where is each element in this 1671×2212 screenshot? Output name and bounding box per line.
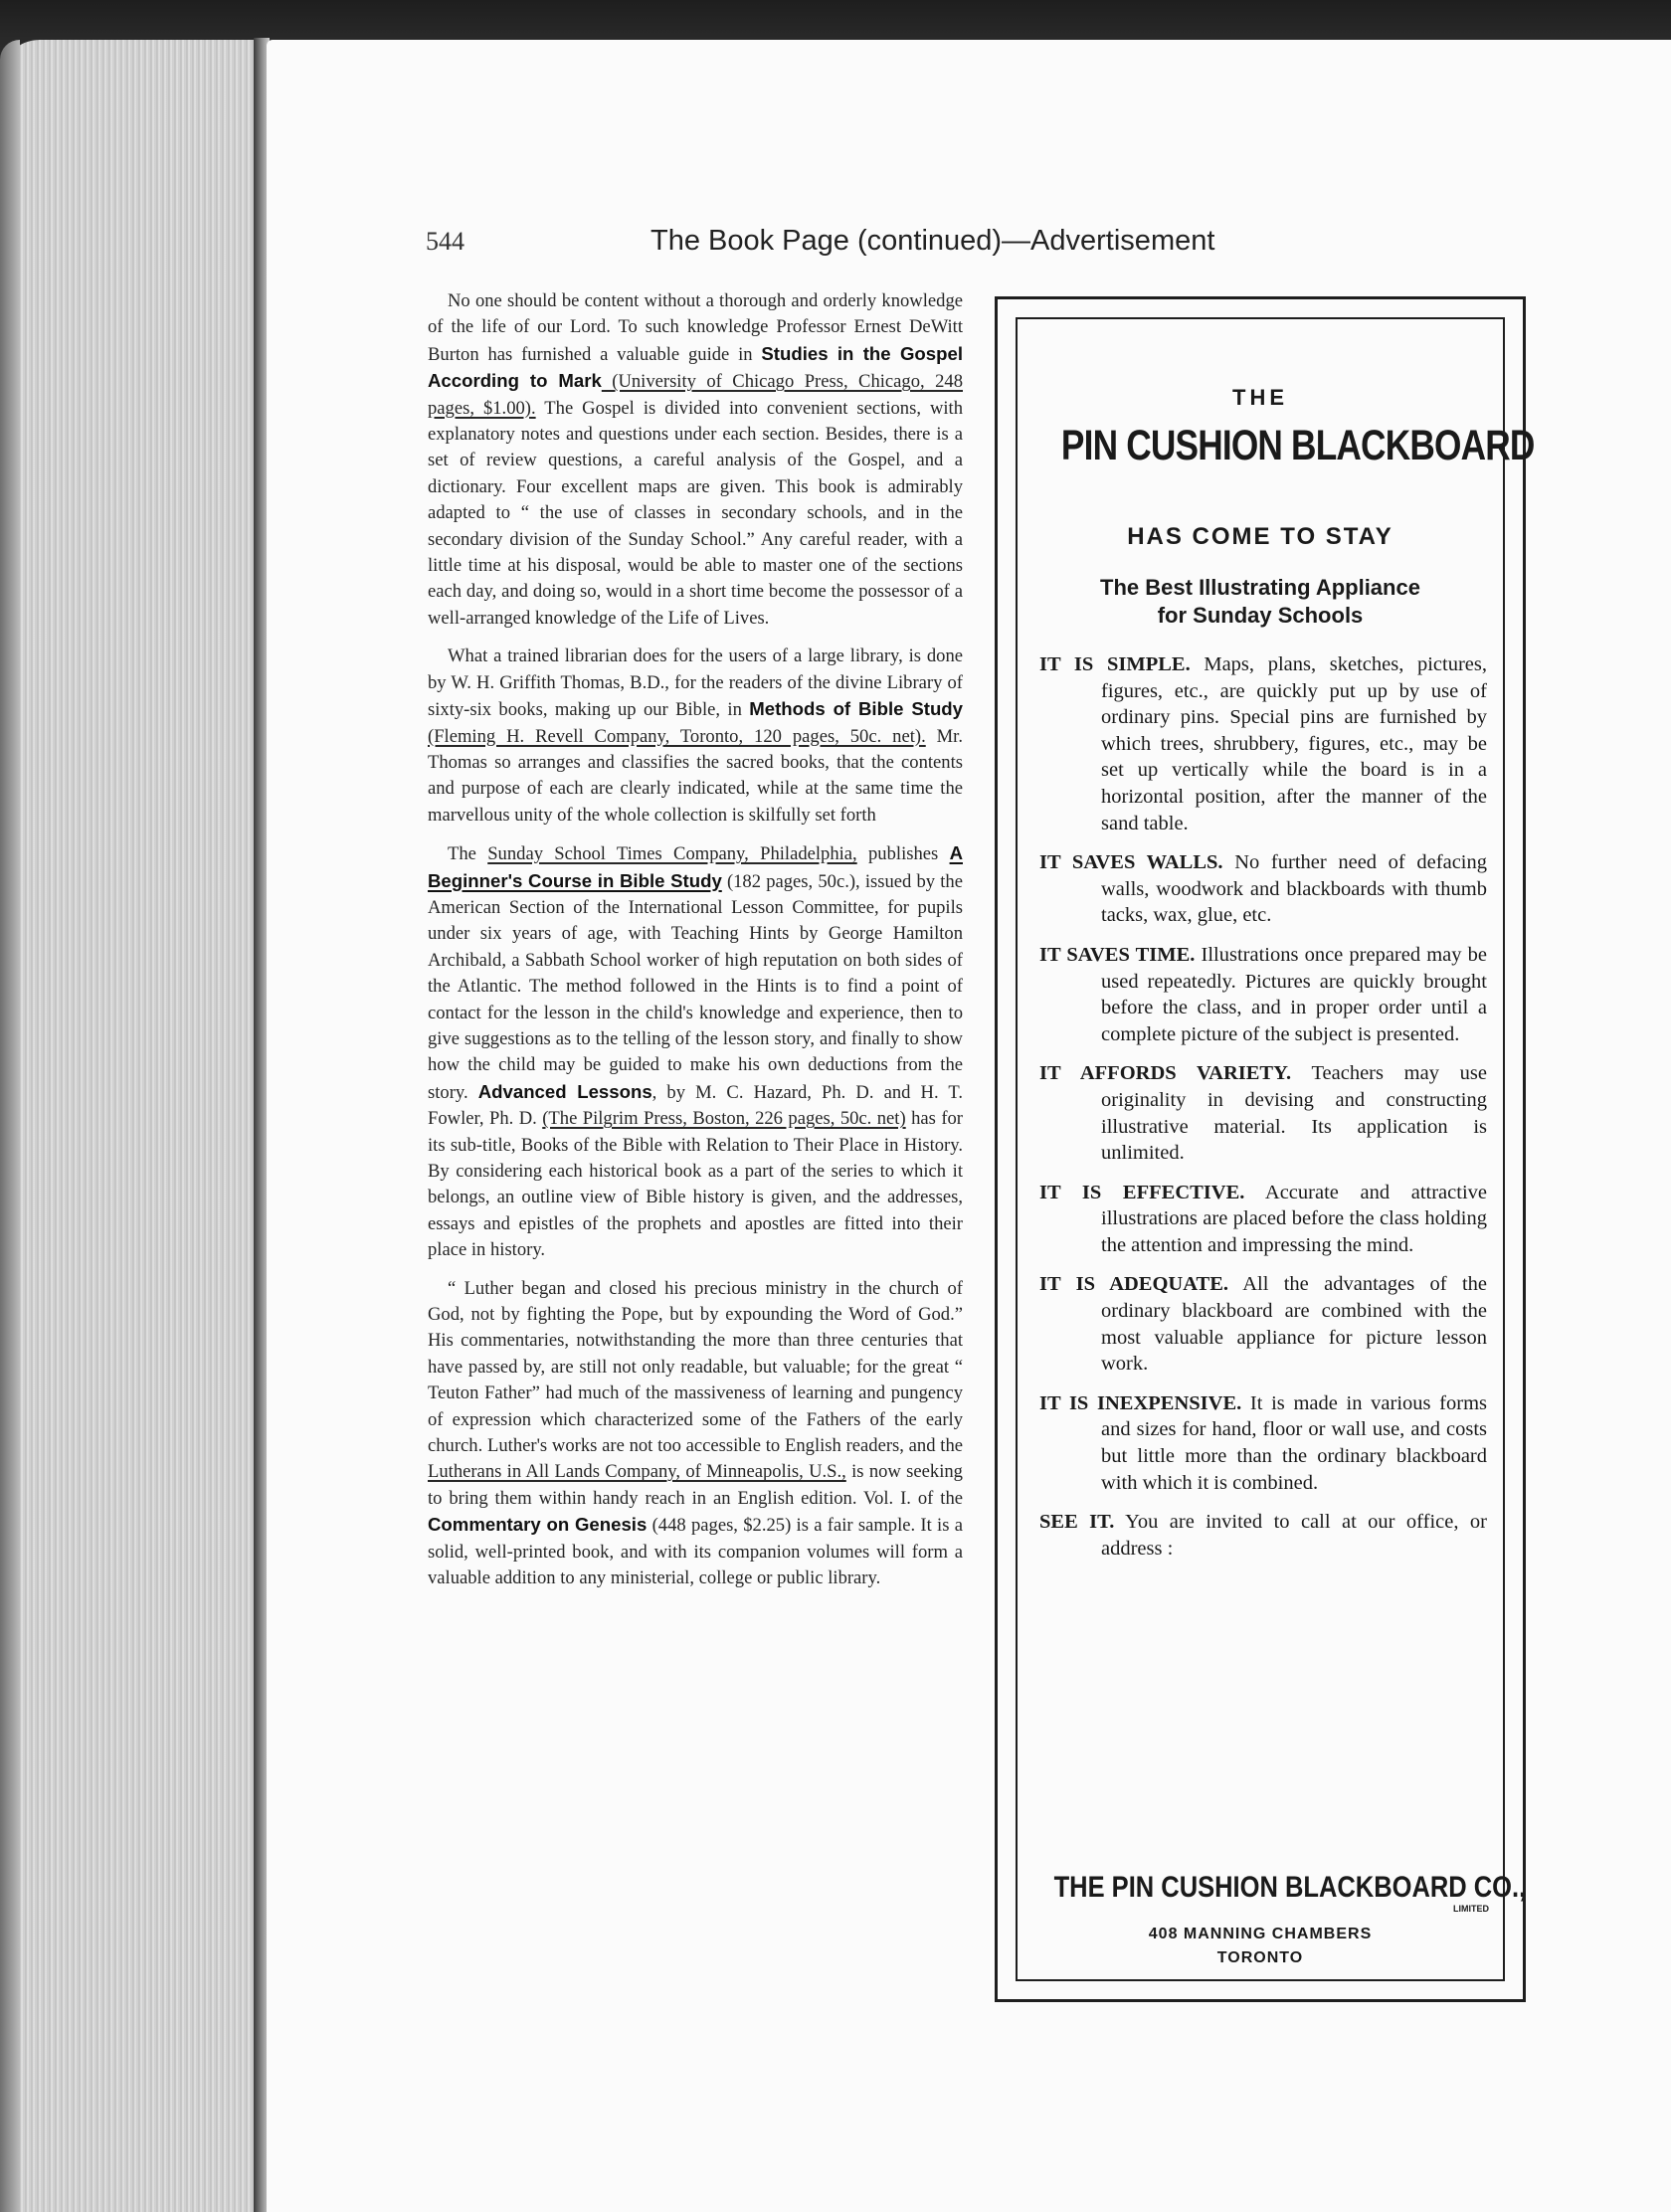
review-text: (448 pages, $2.25) is a fair sample. It is a solid, well-printed book, and with its companion volumes will form a valuable addition to any ministerial, college or public library. (428, 1515, 963, 1589)
book-title: A Beginner's Course in Bible Study (428, 842, 963, 891)
review-paragraph-beginners (428, 840, 963, 1264)
review-paragraph-methods (428, 644, 963, 829)
book-reviews-column (428, 288, 963, 1604)
review-paragraph-mark (428, 288, 963, 632)
review-text: has for its sub-title, Books of the Bible with Relation to Their Place in History. By considering each historical book as a part of the series to which it belongs, an outline view of Bible history is given, and the addresses, essays and epistles of the prophets and apostles are fitted into their place in history. (428, 1108, 963, 1261)
ad-title: PIN CUSHION BLACKBOARD (1060, 422, 1535, 469)
ad-feature-text: It is made in various forms and sizes for hand, floor or wall use, and costs but little more than the ordinary blackboard with which it is combined. (1101, 1391, 1487, 1494)
book-title: Commentary on Genesis (428, 1514, 648, 1536)
ad-feature-text: Maps, plans, sketches, pictures, figures, etc., are quickly put up by use of ordinary pins. Special pins are furnished by which trees, shrubbery, figures, etc., may be set up vertically while the board is in a horizontal position, after the manner of the sand table. (1101, 653, 1487, 834)
book-title: Studies in the Gospel According to Mark (428, 342, 963, 392)
review-paragraph-luther (428, 1276, 963, 1592)
review-text: The Gospel is divided into convenient sections, with explanatory notes and questions under each section. Besides, there is a set of review questions, a careful analysis of the Gospel, and a dictionary. Four excellent maps are given. This book is admirably adapted to “ the use of classes in secondary schools, and in the secondary division of the Sunday School.” Any careful reader, with a little time at his disposal, would be able to master one of the sections each day, and doing so, would in a short time become the possessor of a well-arranged knowledge of the Life of Lives. (428, 397, 963, 629)
ad-feature-text: Illustrations once prepared may be used repeatedly. Pictures are quickly brought before the class, and in proper order until a complete picture of the subject is presented. (1101, 943, 1487, 1045)
publisher-info: Lutherans in All Lands Company, of Minneapolis, U.S., (428, 1461, 846, 1483)
ad-feature (1039, 1509, 1487, 1562)
review-text: (182 pages, 50c.), issued by the American Section of the International Lesson Committee, for pupils under six years of age, with Teaching Hints by George Hamilton Archibald, a Sabbath School worker of high reputation on both sides of the Atlantic. The method followed in the Hints is to find a point of contact for the lesson in the child's knowledge and experience, then to give suggestions as to the telling of the lesson story, and finally to show how the child may be guided to make his own deductions from the story. (428, 870, 963, 1103)
page-title: The Book Page (continued)—Advertisement (650, 225, 1215, 257)
ad-feature (1039, 942, 1487, 1047)
ad-feature-text: Teachers may use originality in devising and constructing illustrative material. Its application is unlimited. (1101, 1062, 1487, 1165)
ad-limited: LIMITED (1453, 1904, 1489, 1914)
publisher-info: (University of Chicago Press, Chicago, 248 pages, $1.00). (428, 371, 963, 419)
review-text: The (448, 843, 488, 865)
review-text: publishes (856, 843, 950, 865)
ad-feature-heading: IT IS ADEQUATE. (1039, 1273, 1228, 1296)
ad-feature-text: All the advantages of the ordinary blackboard are combined with the most valuable appliance for picture lesson work. (1101, 1273, 1487, 1376)
ad-feature-heading: IT AFFORDS VARIETY. (1039, 1062, 1292, 1085)
ad-feature (1039, 1180, 1487, 1259)
ad-feature (1039, 1271, 1487, 1377)
review-text: , by M. C. Hazard, Ph. D. and H. T. Fowler, Ph. D. (428, 1081, 963, 1130)
advertisement-box (995, 296, 1535, 2002)
ad-feature-heading: IT SAVES TIME. (1039, 943, 1196, 966)
ad-feature (1039, 1390, 1487, 1496)
review-text: What a trained librarian does for the users of a large library, is done by W. H. Griffith Thomas, B.D., for the readers of the divine Library of sixty-six books, making up our Bible, in (428, 645, 963, 721)
ad-address-line: 408 MANNING CHAMBERS (1148, 1926, 1373, 1942)
review-text: is now seeking to bring them within handy reach in an English edition. Vol. I. of the (428, 1461, 963, 1509)
ad-feature-text: No further need of defacing walls, woodwork and blackboards with thumb tacks, wax, glue, etc. (1101, 851, 1487, 927)
publisher-info: Sunday School Times Company, Philadelphia, (487, 843, 857, 865)
page-header (426, 227, 1321, 267)
ad-feature-heading: IT IS SIMPLE. (1039, 653, 1191, 675)
page-number: 544 (426, 227, 464, 256)
publisher-info: (Fleming H. Revell Company, Toronto, 120 pages, 50c. net). (428, 725, 926, 747)
ad-feature-heading: IT SAVES WALLS. (1039, 851, 1223, 874)
ad-feature-text: Accurate and attractive illustrations are placed before the class holding the attention and impressing the mind. (1101, 1181, 1487, 1256)
book-page-edges (0, 40, 261, 2212)
ad-feature (1039, 1060, 1487, 1166)
ad-company-name: THE PIN CUSHION BLACKBOARD CO., (1053, 1871, 1527, 1904)
ad-the: THE (1232, 385, 1288, 410)
publisher-info: (The Pilgrim Press, Boston, 226 pages, 50c. net) (542, 1108, 906, 1130)
review-text: “ Luther began and closed his precious ministry in the church of God, not by fighting the Pope, but by expounding the Word of God.” His commentaries, notwithstanding the more than three centuries that have passed by, are still not only readable, but valuable; for the great “ Teuton Father” had much of the massiveness of learning and pungency of expression which characterized some of the Fathers of the early church. Luther's works are not too accessible to English readers, and the (428, 1277, 963, 1457)
ad-has-come-to-stay: HAS COME TO STAY (1127, 523, 1393, 550)
ad-address (1018, 1923, 1503, 1970)
ad-subtitle (1018, 574, 1503, 630)
ad-subtitle-line: for Sunday Schools (1157, 603, 1364, 628)
ad-feature (1039, 849, 1487, 929)
ad-address-line: TORONTO (1216, 1949, 1304, 1966)
book-title: Methods of Bible Study (749, 698, 963, 720)
ad-feature-text: You are invited to call at our office, or address : (1101, 1511, 1487, 1560)
ad-feature-list (1039, 651, 1487, 1574)
ad-feature-heading: SEE IT. (1039, 1511, 1115, 1534)
review-text: No one should be content without a thorough and orderly knowledge of the life of our Lord. To such knowledge Professor Ernest DeWitt Burton has furnished a valuable guide in (428, 290, 963, 365)
ad-feature (1039, 651, 1487, 836)
ad-subtitle-line: The Best Illustrating Appliance (1100, 575, 1420, 600)
book-title: Advanced Lessons (477, 1080, 652, 1102)
ad-feature-heading: IT IS INEXPENSIVE. (1039, 1391, 1242, 1414)
review-text: Mr. Thomas so arranges and classifies the sacred books, that the contents and purpose of each are clearly indicated, while at the same time the marvellous unity of the whole collection is skilfully set forth (428, 725, 964, 826)
ad-feature-heading: IT IS EFFECTIVE. (1039, 1181, 1245, 1203)
advertisement-inner-border (1016, 317, 1535, 1981)
